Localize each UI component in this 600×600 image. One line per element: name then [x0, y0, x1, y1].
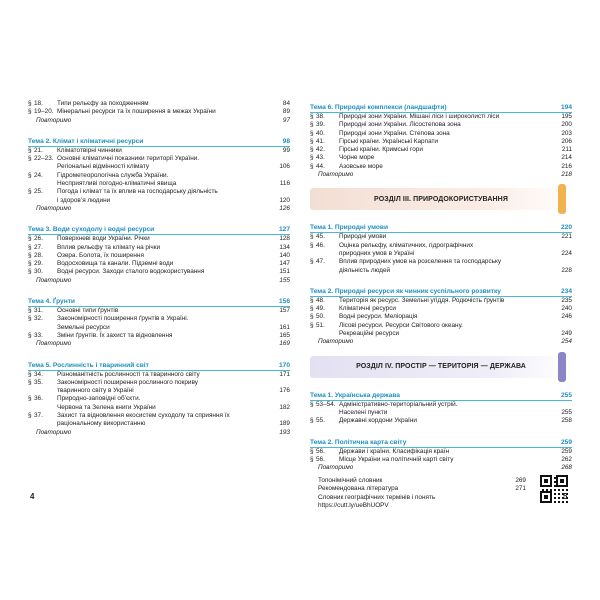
- toc-page: 171: [279, 370, 290, 378]
- section-number: 32.: [34, 315, 43, 323]
- toc-page: 99: [282, 146, 290, 154]
- topic-block: [310, 388, 572, 426]
- toc-label: Повторимо: [36, 116, 72, 124]
- section-number: 56.: [316, 447, 325, 455]
- toc-label: Місце України на політичній карті світу: [339, 455, 454, 463]
- qr-corner: [556, 475, 568, 487]
- left-page: [28, 100, 290, 520]
- toc-label: Вплив рельєфу та клімату на річки: [57, 243, 161, 251]
- banner-accent: [558, 352, 566, 382]
- toc-label: Погода і клімат та їх вплив на господарську діяльність: [57, 188, 218, 196]
- toc-label: Оцінка рельєфу, кліматичних, гідрографічних: [339, 241, 474, 249]
- toc-row: [310, 456, 572, 464]
- topic-block: [310, 220, 572, 274]
- toc-page: 211: [561, 146, 572, 154]
- toc-page: 84: [282, 100, 290, 107]
- toc-page: 106: [279, 163, 290, 171]
- section-number: 37.: [34, 412, 43, 420]
- section-symbol: §: [310, 296, 314, 304]
- toc-page: 97: [282, 116, 290, 124]
- toc-page: 200: [561, 121, 572, 129]
- topic-title: Тема 2. Природні ресурси як чинник суспільного розвитку: [310, 287, 501, 295]
- toc-row: [310, 138, 572, 146]
- toc-row: [28, 197, 290, 205]
- section-symbol: §: [28, 378, 32, 386]
- toc-page: 203: [561, 129, 572, 137]
- section-number: 25.: [34, 188, 43, 196]
- section-symbol: §: [28, 412, 32, 420]
- toc-page: 169: [279, 340, 290, 348]
- toc-label: Основні кліматичні показники території України.: [57, 155, 200, 163]
- toc-row: [310, 267, 572, 275]
- toc-page: 249: [561, 330, 572, 338]
- toc-page: 271: [515, 485, 526, 493]
- toc-page: 147: [279, 260, 290, 268]
- section-3-title: РОЗДІЛ ІІІ. ПРИРОДОКОРИСТУВАННЯ: [374, 195, 508, 203]
- review-row: [28, 340, 290, 348]
- section-symbol: §: [310, 233, 314, 241]
- topic-block: [28, 134, 290, 213]
- toc-page: 254: [561, 338, 572, 346]
- toc-row: [28, 172, 290, 180]
- toc-page: 120: [279, 196, 290, 204]
- back-matter-list: [318, 477, 526, 510]
- toc-label: Населені пункти: [339, 408, 388, 416]
- toc-label: Гірські країни. Кримські гори: [339, 146, 423, 154]
- toc-row: [28, 163, 290, 171]
- topic-block: [28, 294, 290, 348]
- toc-label: Повторимо: [318, 171, 354, 179]
- topic-heading: [310, 388, 572, 401]
- toc-label: Повторимо: [36, 428, 72, 436]
- section-symbol: §: [310, 113, 314, 120]
- toc-label: Закономірності поширення ґрунтів в Україні.: [57, 315, 189, 323]
- section-4-title: РОЗДІЛ IV. ПРОСТІР — ТЕРИТОРІЯ — ДЕРЖАВА: [356, 363, 526, 371]
- back-matter-row: [318, 494, 526, 511]
- page-number-left: 4: [30, 492, 35, 501]
- section-number: 48.: [316, 296, 325, 304]
- toc-row: [310, 250, 572, 258]
- topic-heading: [310, 284, 572, 297]
- topic-block: [28, 358, 290, 437]
- topic-page: 98: [282, 137, 290, 145]
- section-number: 35.: [34, 378, 43, 386]
- section-number: 22–23.: [34, 155, 54, 163]
- toc-row: [310, 409, 572, 417]
- toc-page: 269: [515, 477, 526, 484]
- section-number: 27.: [34, 243, 43, 251]
- section-number: 41.: [316, 137, 325, 145]
- topic-page: 259: [560, 438, 572, 446]
- section-number: 28.: [34, 251, 43, 259]
- toc-page: 268: [561, 464, 572, 472]
- section-number: 46.: [316, 241, 325, 249]
- section-symbol: §: [310, 137, 314, 145]
- toc-row: [310, 130, 572, 138]
- section-symbol: §: [28, 395, 32, 403]
- topic-title: Тема 3. Води суходолу і водні ресурси: [28, 226, 155, 234]
- section-number: 51.: [316, 321, 325, 329]
- toc-row: [28, 268, 290, 276]
- toc-page: 134: [279, 243, 290, 251]
- section-3-banner: [310, 188, 572, 210]
- section-number: 42.: [316, 146, 325, 154]
- section-symbol: §: [310, 121, 314, 129]
- toc-label: Гідрометеорологічна служба України.: [57, 171, 169, 179]
- toc-page: 259: [561, 447, 572, 455]
- review-row: [310, 464, 572, 472]
- toc-page: 128: [279, 235, 290, 243]
- toc-row: [310, 163, 572, 171]
- topic-title: Тема 2. Політична карта світу: [310, 438, 407, 446]
- section-number: 21.: [34, 146, 43, 154]
- toc-page: 165: [279, 331, 290, 339]
- section-symbol: §: [310, 417, 314, 425]
- toc-label: Територія як ресурс. Земельні угіддя. Родючість ґрунтів: [339, 296, 505, 304]
- section-number: 29.: [34, 260, 43, 268]
- topic-page: 220: [560, 224, 572, 232]
- topic-title: Тема 5. Рослинність і тваринний світ: [28, 361, 149, 369]
- section-symbol: §: [28, 260, 32, 268]
- section-number: 43.: [316, 154, 325, 162]
- toc-page: 255: [561, 408, 572, 416]
- toc-label: Поверхневі води України. Річки: [57, 235, 150, 243]
- toc-label: Різноманітність рослинності та тваринного світу: [57, 370, 200, 378]
- section-4-topics: [310, 388, 572, 473]
- toc-page: 176: [279, 387, 290, 395]
- section-number: 30.: [34, 268, 43, 276]
- section-symbol: §: [310, 258, 314, 266]
- topic-block: [310, 284, 572, 347]
- toc-label: Рекомендована література: [318, 485, 399, 493]
- topic-block: [310, 435, 572, 473]
- section-number: 33.: [34, 331, 43, 339]
- toc-label: Типи рельєфу за походженням: [57, 100, 149, 107]
- topic-6: [310, 100, 572, 179]
- section-symbol: §: [310, 447, 314, 455]
- topic-block: [28, 222, 290, 285]
- toc-label: Гірські країни. Українські Карпати: [339, 137, 438, 145]
- toc-label: Лісові ресурси. Ресурси Світового океану.: [339, 321, 463, 329]
- section-symbol: §: [28, 188, 32, 196]
- topic-heading: [28, 222, 290, 235]
- section-number: 26.: [34, 235, 43, 243]
- toc-label: Земельні ресурси: [57, 323, 110, 331]
- toc-page: 155: [279, 276, 290, 284]
- toc-label: Чорне море: [339, 154, 375, 162]
- section-symbol: §: [28, 108, 32, 116]
- toc-page: 126: [279, 204, 290, 212]
- toc-page: 195: [561, 113, 572, 120]
- toc-page: 218: [561, 171, 572, 179]
- section-symbol: §: [310, 400, 314, 408]
- topic-heading: [310, 100, 572, 113]
- toc-row: [28, 379, 290, 387]
- toc-row: [28, 108, 290, 116]
- toc-label: Природні зони України. Степова зона: [339, 129, 450, 137]
- intro-block: [28, 100, 290, 125]
- toc-label: Озера. Болота, їх поширення: [57, 251, 144, 259]
- toc-label: Кліматотвірні чинники: [57, 146, 122, 154]
- toc-row: [28, 188, 290, 196]
- section-number: 53–54.: [316, 400, 336, 408]
- toc-page: 240: [561, 305, 572, 313]
- section-symbol: §: [28, 146, 32, 154]
- toc-page: 206: [561, 137, 572, 145]
- toc-row: [310, 297, 572, 305]
- toc-label: Повторимо: [36, 340, 72, 348]
- toc-label: Регіональні відмінності клімату: [57, 163, 150, 171]
- toc-row: [310, 242, 572, 250]
- toc-page: 193: [279, 428, 290, 436]
- toc-label: Основні типи ґрунтів: [57, 307, 119, 315]
- toc-label: Повторимо: [36, 276, 72, 284]
- review-row: [28, 429, 290, 437]
- section-symbol: §: [28, 155, 32, 163]
- toc-label: Водосховища та канали. Підземні води: [57, 260, 174, 268]
- toc-label: Рекреаційні ресурси: [339, 330, 400, 338]
- toc-label: Водні ресурси. Меліорація: [339, 313, 418, 321]
- toc-page: 189: [279, 420, 290, 428]
- toc-label: раціональному використанню: [57, 420, 146, 428]
- page-number-right: 5: [563, 492, 568, 501]
- toc-label: Несприятливі погодно-кліматичні явища: [57, 180, 177, 188]
- topic-page: 194: [560, 104, 572, 111]
- review-row: [28, 117, 290, 125]
- topic-heading: [28, 134, 290, 147]
- topic-title: Тема 1. Природні умови: [310, 224, 389, 232]
- toc-row: [28, 371, 290, 379]
- section-number: 34.: [34, 370, 43, 378]
- toc-row: [28, 332, 290, 340]
- review-row: [310, 338, 572, 346]
- topic-title: Тема 1. Українська держава: [310, 391, 400, 399]
- topic-title: Тема 6. Природні комплекси (ландшафти): [310, 104, 447, 111]
- toc-row: [310, 448, 572, 456]
- toc-label: природних умов в Україні: [339, 249, 415, 257]
- toc-label: Зміни ґрунтів. Їх захист та відновлення: [57, 331, 173, 339]
- topic-heading: [310, 220, 572, 233]
- toc-row: [28, 252, 290, 260]
- topic-heading: [28, 294, 290, 307]
- toc-row: [310, 154, 572, 162]
- toc-row: [310, 233, 572, 241]
- topic-title: Тема 2. Клімат і кліматичні ресурси: [28, 137, 144, 145]
- toc-row: [310, 401, 572, 409]
- toc-row: [310, 313, 572, 321]
- toc-page: 246: [561, 313, 572, 321]
- toc-page: 140: [279, 251, 290, 259]
- topic-title: Тема 4. Ґрунти: [28, 298, 75, 306]
- toc-label: Словник географічних термінів і понять https://cutt.ly/ueBhUOPV: [318, 493, 437, 509]
- toc-row: [310, 146, 572, 154]
- toc-label: Природно-заповідні об’єкти.: [57, 395, 141, 403]
- left-topics: [28, 134, 290, 437]
- section-symbol: §: [28, 243, 32, 251]
- toc-page: 214: [561, 154, 572, 162]
- section-symbol: §: [310, 455, 314, 463]
- toc-page: 228: [561, 266, 572, 274]
- back-matter-row: [318, 485, 526, 493]
- qr-corner: [540, 475, 552, 487]
- toc-page: 216: [561, 162, 572, 170]
- section-number: 44.: [316, 162, 325, 170]
- section-number: 38.: [316, 113, 325, 120]
- toc-row: [28, 395, 290, 403]
- section-number: 49.: [316, 305, 325, 313]
- section-symbol: §: [310, 129, 314, 137]
- toc-label: діяльність людей: [339, 266, 391, 274]
- section-symbol: §: [310, 321, 314, 329]
- section-symbol: §: [28, 171, 32, 179]
- topic-heading: [28, 358, 290, 371]
- toc-label: Азовське море: [339, 162, 383, 170]
- section-symbol: §: [28, 370, 32, 378]
- review-row: [310, 171, 572, 179]
- toc-page: 157: [279, 307, 290, 315]
- toc-label: Червона та Зелена книги України: [57, 403, 156, 411]
- section-symbol: §: [28, 315, 32, 323]
- toc-label: Водні ресурси. Заходи сталого водокористування: [57, 268, 205, 276]
- toc-page: 182: [279, 403, 290, 411]
- toc-row: [28, 147, 290, 155]
- section-number: 39.: [316, 121, 325, 129]
- right-page: [310, 100, 572, 520]
- toc-label: Мінеральні ресурси та їх поширення в межах України: [57, 108, 216, 116]
- toc-label: Повторимо: [36, 204, 72, 212]
- section-number: 36.: [34, 395, 43, 403]
- section-symbol: §: [28, 331, 32, 339]
- section-symbol: §: [310, 146, 314, 154]
- toc-page: 221: [561, 233, 572, 241]
- section-symbol: §: [310, 154, 314, 162]
- section-symbol: §: [310, 241, 314, 249]
- toc-page: 262: [561, 455, 572, 463]
- toc-label: Закономірності поширення рослинного покриву: [57, 378, 198, 386]
- review-row: [28, 205, 290, 213]
- toc-row: [28, 404, 290, 412]
- section-number: 55.: [316, 417, 325, 425]
- toc-row: [310, 322, 572, 330]
- toc-label: Повторимо: [318, 338, 354, 346]
- section-symbol: §: [28, 235, 32, 243]
- section-number: 47.: [316, 258, 325, 266]
- toc-row: [310, 417, 572, 425]
- review-row: [28, 277, 290, 285]
- toc-label: Кліматичні ресурси: [339, 305, 396, 313]
- toc-label: Державні кордони України: [339, 417, 417, 425]
- toc-label: Природні зони України. Мішані ліси і широколисті ліси: [339, 113, 500, 120]
- section-symbol: §: [310, 162, 314, 170]
- section-4-banner: [310, 356, 572, 378]
- topic-page: 156: [278, 298, 290, 306]
- section-number: 45.: [316, 233, 325, 241]
- banner-accent: [558, 184, 566, 214]
- toc-label: Природні умови: [339, 233, 387, 241]
- topic-heading: [310, 435, 572, 448]
- qr-corner: [540, 491, 552, 503]
- section-symbol: §: [310, 313, 314, 321]
- toc-row: [28, 235, 290, 243]
- section-number: 18.: [34, 100, 43, 107]
- toc-label: і здоров’я людини: [57, 196, 111, 204]
- toc-row: [310, 330, 572, 338]
- toc-label: Повторимо: [318, 464, 354, 472]
- toc-label: тваринного світу в Україні: [57, 387, 134, 395]
- toc-label: Держави і країни. Класифікація країн: [339, 447, 449, 455]
- section-symbol: §: [28, 100, 32, 107]
- toc-page: 224: [561, 249, 572, 257]
- section-3-topics: [310, 220, 572, 346]
- toc-row: [28, 244, 290, 252]
- toc-label: Захист та відновлення екосистем суходолу та сприяння їх: [57, 412, 230, 420]
- toc-page: 161: [279, 323, 290, 331]
- toc-page: 89: [282, 108, 290, 116]
- topic-page: 255: [560, 391, 572, 399]
- toc-label: Природні зони України. Лісостепова зона: [339, 121, 461, 129]
- section-symbol: §: [28, 307, 32, 315]
- toc-page: 235: [561, 296, 572, 304]
- section-number: 19–20.: [34, 108, 54, 116]
- section-symbol: §: [28, 251, 32, 259]
- section-number: 56.: [316, 455, 325, 463]
- section-number: 24.: [34, 171, 43, 179]
- toc-page: 116: [279, 180, 290, 188]
- toc-row: [310, 121, 572, 129]
- toc-row: [310, 258, 572, 266]
- topic-page: 234: [560, 287, 572, 295]
- toc-page: 258: [561, 417, 572, 425]
- topic-page: 127: [278, 226, 290, 234]
- toc-label: Топонімічний словник: [318, 477, 383, 484]
- section-number: 31.: [34, 307, 43, 315]
- toc-row: [28, 420, 290, 428]
- section-symbol: §: [28, 268, 32, 276]
- section-number: 50.: [316, 313, 325, 321]
- toc-label: Адміністративно-територіальний устрій.: [339, 400, 458, 408]
- section-number: 40.: [316, 129, 325, 137]
- topic-page: 170: [278, 361, 290, 369]
- section-symbol: §: [310, 305, 314, 313]
- toc-row: [28, 315, 290, 323]
- toc-label: Вплив природних умов на розселення та господарську: [339, 258, 502, 266]
- toc-page: 151: [279, 268, 290, 276]
- toc-row: [28, 324, 290, 332]
